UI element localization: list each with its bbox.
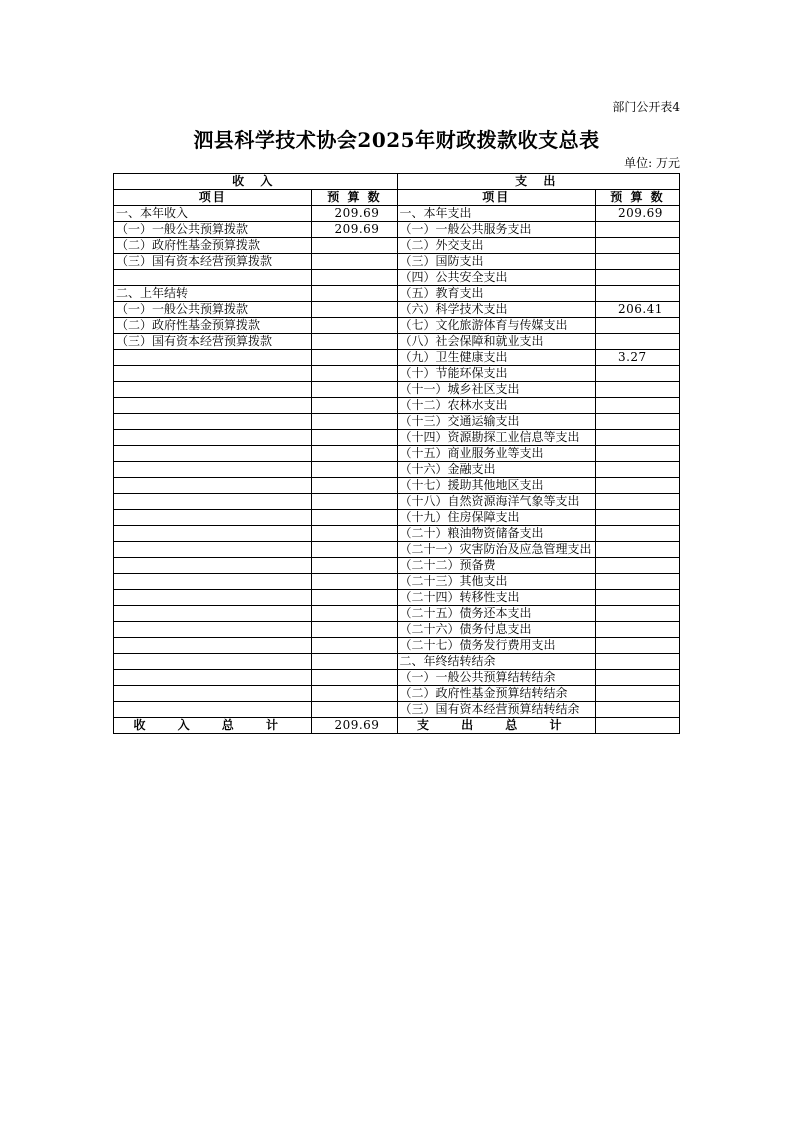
expense-value-cell <box>595 286 679 302</box>
expense-value-cell <box>595 366 679 382</box>
income-item-cell <box>114 526 312 542</box>
table-row <box>114 638 680 654</box>
budget-table <box>113 173 680 734</box>
expense-item-cell: 一、本年支出 <box>397 206 595 222</box>
expense-item-cell: （二十七）债务发行费用支出 <box>397 638 595 654</box>
income-item-cell <box>114 446 312 462</box>
income-item-cell <box>114 574 312 590</box>
table-row <box>114 430 680 446</box>
expense-item-cell: （十）节能环保支出 <box>397 366 595 382</box>
expense-section-header: 支 出 <box>397 174 680 190</box>
expense-item-cell: （二十五）债务还本支出 <box>397 606 595 622</box>
income-value-cell <box>312 286 397 302</box>
table-row <box>114 510 680 526</box>
table-row <box>114 574 680 590</box>
expense-item-cell: （二十六）债务付息支出 <box>397 622 595 638</box>
expense-item-cell: （八）社会保障和就业支出 <box>397 334 595 350</box>
expense-item-cell: （九）卫生健康支出 <box>397 350 595 366</box>
expense-value-cell <box>595 462 679 478</box>
expense-value-cell <box>595 526 679 542</box>
unit-label: 单位: 万元 <box>624 156 680 170</box>
income-item-header: 项目 <box>114 190 312 206</box>
expense-item-cell: （十九）住房保障支出 <box>397 510 595 526</box>
income-section-header: 收 入 <box>114 174 398 190</box>
income-item-cell: 一、本年收入 <box>114 206 312 222</box>
expense-item-cell: （十五）商业服务业等支出 <box>397 446 595 462</box>
income-item-cell: （一）一般公共预算拨款 <box>114 302 312 318</box>
income-budget-header: 预 算 数 <box>312 190 397 206</box>
income-item-cell <box>114 510 312 526</box>
expense-item-cell: （二十二）预备费 <box>397 558 595 574</box>
expense-value-cell: 206.41 <box>595 302 679 318</box>
expense-value-cell <box>595 382 679 398</box>
income-item-cell <box>114 430 312 446</box>
income-item-cell <box>114 558 312 574</box>
income-value-cell <box>312 414 397 430</box>
expense-item-cell: （五）教育支出 <box>397 286 595 302</box>
section-header-row <box>114 174 680 190</box>
expense-item-cell: （十八）自然资源海洋气象等支出 <box>397 494 595 510</box>
expense-item-cell: （二十一）灾害防治及应急管理支出 <box>397 542 595 558</box>
income-value-cell <box>312 398 397 414</box>
expense-item-cell: （十一）城乡社区支出 <box>397 382 595 398</box>
expense-value-cell <box>595 318 679 334</box>
expense-value-cell <box>595 334 679 350</box>
expense-item-cell: （十三）交通运输支出 <box>397 414 595 430</box>
income-value-cell <box>312 238 397 254</box>
expense-value-cell <box>595 654 679 670</box>
table-row <box>114 494 680 510</box>
expense-item-cell: （六）科学技术支出 <box>397 302 595 318</box>
income-value-cell <box>312 462 397 478</box>
income-value-cell <box>312 254 397 270</box>
expense-budget-header: 预 算 数 <box>595 190 679 206</box>
expense-item-cell: 二、年终结转结余 <box>397 654 595 670</box>
totals-row <box>114 718 680 734</box>
expense-item-cell: （二十）粮油物资储备支出 <box>397 526 595 542</box>
table-row <box>114 350 680 366</box>
expense-item-header: 项目 <box>397 190 595 206</box>
table-row <box>114 222 680 238</box>
table-row <box>114 382 680 398</box>
income-item-cell <box>114 462 312 478</box>
expense-item-cell: （十七）援助其他地区支出 <box>397 478 595 494</box>
expense-item-cell: （十四）资源勘探工业信息等支出 <box>397 430 595 446</box>
table-row <box>114 238 680 254</box>
income-value-cell <box>312 270 397 286</box>
income-value-cell <box>312 574 397 590</box>
income-value-cell <box>312 510 397 526</box>
table-row <box>114 654 680 670</box>
income-item-cell <box>114 654 312 670</box>
form-number: 部门公开表4 <box>612 100 680 114</box>
expense-item-cell: （三）国有资本经营预算结转结余 <box>397 702 595 718</box>
table-row <box>114 302 680 318</box>
income-value-cell <box>312 558 397 574</box>
income-value-cell <box>312 478 397 494</box>
income-item-cell <box>114 702 312 718</box>
expense-value-cell <box>595 270 679 286</box>
table-row <box>114 686 680 702</box>
income-item-cell <box>114 686 312 702</box>
table-row <box>114 366 680 382</box>
table-row <box>114 526 680 542</box>
income-item-cell <box>114 414 312 430</box>
income-value-cell <box>312 366 397 382</box>
table-row <box>114 670 680 686</box>
income-value-cell <box>312 702 397 718</box>
expense-value-cell: 209.69 <box>595 206 679 222</box>
expense-value-cell <box>595 542 679 558</box>
income-value-cell <box>312 526 397 542</box>
income-item-cell <box>114 638 312 654</box>
income-item-cell <box>114 478 312 494</box>
income-value-cell: 209.69 <box>312 222 397 238</box>
income-item-cell <box>114 270 312 286</box>
expense-value-cell <box>595 222 679 238</box>
table-row <box>114 542 680 558</box>
table-row <box>114 622 680 638</box>
column-header-row <box>114 190 680 206</box>
expense-item-cell: （一）一般公共预算结转结余 <box>397 670 595 686</box>
expense-value-cell <box>595 238 679 254</box>
income-item-cell: 二、上年结转 <box>114 286 312 302</box>
income-value-cell <box>312 542 397 558</box>
expense-value-cell <box>595 686 679 702</box>
expense-value-cell <box>595 670 679 686</box>
expense-value-cell <box>595 398 679 414</box>
expense-item-cell: （四）公共安全支出 <box>397 270 595 286</box>
table-row <box>114 398 680 414</box>
expense-value-cell <box>595 446 679 462</box>
income-value-cell <box>312 638 397 654</box>
expense-value-cell <box>595 574 679 590</box>
income-value-cell <box>312 350 397 366</box>
income-value-cell <box>312 606 397 622</box>
income-item-cell: （二）政府性基金预算拨款 <box>114 318 312 334</box>
income-item-cell <box>114 670 312 686</box>
expense-value-cell <box>595 590 679 606</box>
table-row <box>114 590 680 606</box>
income-value-cell <box>312 302 397 318</box>
expense-item-cell: （二十三）其他支出 <box>397 574 595 590</box>
table-row <box>114 206 680 222</box>
table-row <box>114 334 680 350</box>
expense-item-cell: （三）国防支出 <box>397 254 595 270</box>
table-row <box>114 414 680 430</box>
expense-value-cell <box>595 558 679 574</box>
expense-value-cell <box>595 510 679 526</box>
expense-value-cell <box>595 702 679 718</box>
income-value-cell <box>312 382 397 398</box>
income-item-cell <box>114 350 312 366</box>
table-row <box>114 270 680 286</box>
expense-value-cell <box>595 638 679 654</box>
income-value-cell <box>312 494 397 510</box>
income-item-cell <box>114 606 312 622</box>
income-item-cell <box>114 398 312 414</box>
expense-item-cell: （七）文化旅游体育与传媒支出 <box>397 318 595 334</box>
income-item-cell <box>114 542 312 558</box>
income-value-cell: 209.69 <box>312 206 397 222</box>
table-row <box>114 254 680 270</box>
expense-item-cell: （十二）农林水支出 <box>397 398 595 414</box>
income-total-value: 209.69 <box>312 718 397 734</box>
income-value-cell <box>312 670 397 686</box>
expense-value-cell: 3.27 <box>595 350 679 366</box>
income-item-cell: （二）政府性基金预算拨款 <box>114 238 312 254</box>
expense-value-cell <box>595 622 679 638</box>
income-value-cell <box>312 686 397 702</box>
income-item-cell <box>114 622 312 638</box>
income-value-cell <box>312 430 397 446</box>
table-row <box>114 286 680 302</box>
income-item-cell: （三）国有资本经营预算拨款 <box>114 254 312 270</box>
expense-value-cell <box>595 478 679 494</box>
table-row <box>114 702 680 718</box>
income-value-cell <box>312 318 397 334</box>
income-value-cell <box>312 334 397 350</box>
income-item-cell <box>114 382 312 398</box>
income-item-cell <box>114 590 312 606</box>
page-title: 泗县科学技术协会2025年财政拨款收支总表 <box>193 128 600 152</box>
table-row <box>114 606 680 622</box>
income-value-cell <box>312 622 397 638</box>
expense-item-cell: （二）政府性基金预算结转结余 <box>397 686 595 702</box>
expense-item-cell: （十六）金融支出 <box>397 462 595 478</box>
income-value-cell <box>312 654 397 670</box>
expense-total-label: 支 出 总 计 <box>397 718 595 734</box>
table-row <box>114 446 680 462</box>
income-value-cell <box>312 446 397 462</box>
expense-value-cell <box>595 254 679 270</box>
expense-value-cell <box>595 430 679 446</box>
expense-total-value <box>595 718 679 734</box>
expense-item-cell: （二）外交支出 <box>397 238 595 254</box>
expense-value-cell <box>595 494 679 510</box>
income-item-cell <box>114 494 312 510</box>
income-item-cell: （一）一般公共预算拨款 <box>114 222 312 238</box>
expense-item-cell: （二十四）转移性支出 <box>397 590 595 606</box>
income-total-label: 收 入 总 计 <box>114 718 312 734</box>
income-item-cell: （三）国有资本经营预算拨款 <box>114 334 312 350</box>
expense-value-cell <box>595 606 679 622</box>
expense-value-cell <box>595 414 679 430</box>
table-row <box>114 462 680 478</box>
table-row <box>114 478 680 494</box>
table-row <box>114 318 680 334</box>
table-row <box>114 558 680 574</box>
income-value-cell <box>312 590 397 606</box>
expense-item-cell: （一）一般公共服务支出 <box>397 222 595 238</box>
income-item-cell <box>114 366 312 382</box>
